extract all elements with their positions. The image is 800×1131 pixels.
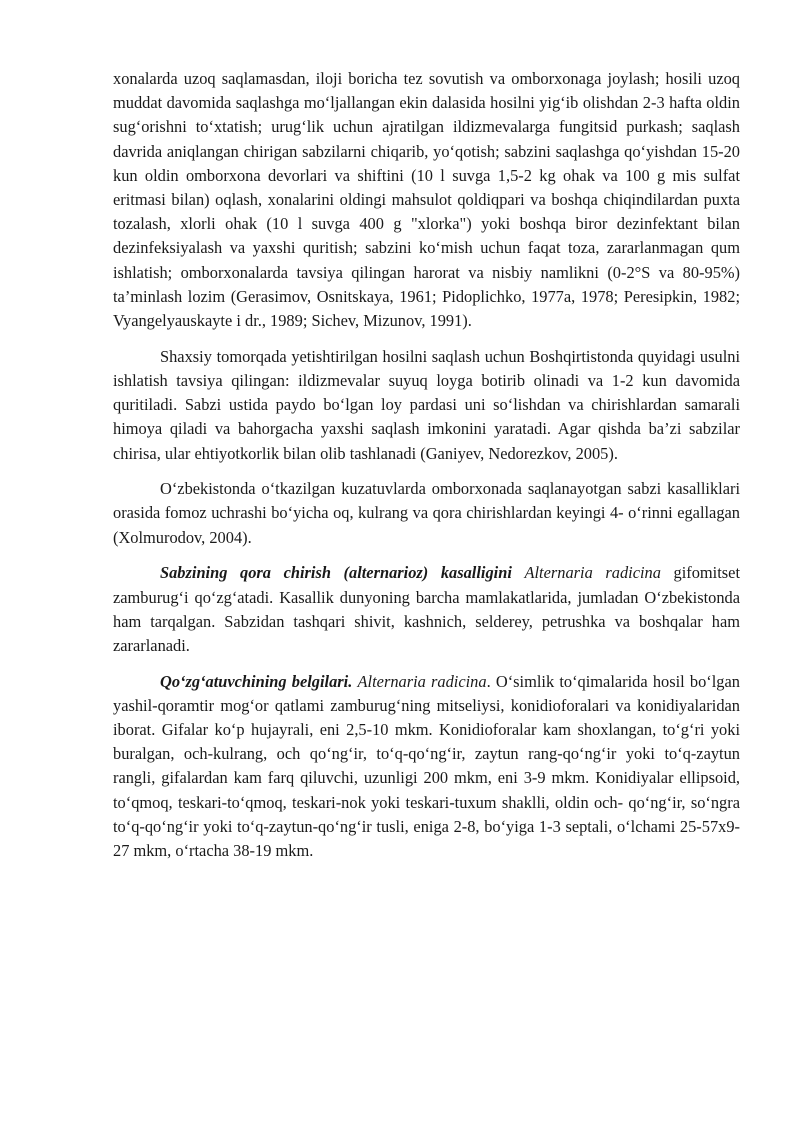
disease-description: gifomitset zamburugʻi qoʻzgʻatadi. Kasallik dunyoning barcha mamlakatlarida, jumladan Oʻzbekistonda ham tarqalgan. Sabzidan tashqari shivit, kashnich, selderey, petrushka va boshqalar ham zararlanadi. bbox=[113, 563, 740, 655]
paragraph-storage-measures: xonalarda uzoq saqlamasdan, iloji boricha tez sovutish va omborxonaga joylash; hosili uzoq muddat davomida saqlashga moʻljallangan ekin dalasida hosilni yigʻib olishdan 2-3 hafta oldin sugʻorishni toʻxtatish; urugʻlik uchun ajratilgan ildizmevalarga fungitsid purkash; saqlash davrida aniqlangan chirigan sabzilarni chiqarib, yoʻqotish; sabzini saqlashga qoʻyishdan 15-20 kun oldin omborxona devorlari va shiftini (10 l suvga 1,5-2 kg ohak va 100 g mis sulfat eritmasi bilan) oqlash, xonalarini oldingi mahsulot qoldiqpari va boshqa chiqindilardan puxta tozalash, xlorli ohak (10 l suvga 400 g "xlorka") yoki boshqa biror dezinfektant bilan dezinfeksiyalash va yaxshi quritish; sabzini koʻmish uchun faqat toza, zararlanmagan qum ishlatish; omborxonalarda tavsiya qilingan harorat va nisbiy namlikni (0-2°S va 80-95%) ta’minlash lozim (Gerasimov, Osnitskaya, 1961; Pidoplichko, 1977a, 1978; Peresipkin, 1982; Vyangelyauskayte i dr., 1989; Sichev, Mizunov, 1991). bbox=[113, 69, 740, 331]
paragraph-bashkortostan-method: Shaxsiy tomorqada yetishtirilgan hosilni saqlash uchun Boshqirtistonda quyidagi usulni ishlatish tavsiya qilingan: ildizmevalar suyuq loyga botirib olinadi va 1-2 kun davomida quritiladi. Sabzi ustida paydo boʻlgan loy pardasi uni soʻlishdan va chirishlardan samarali himoya qiladi va bahorgacha yaxshi saqlash imkonini yaratadi. Agar qishda ba’zi sabzilar chirisa, ular ehtiyotkorlik bilan olib tashlanadi (Ganiyev, Nedorezkov, 2005). bbox=[113, 346, 740, 463]
pathogen-description: . Oʻsimlik toʻqimalarida hosil boʻlgan yashil-qoramtir mogʻor qatlami zamburugʻning mitseliysi, konidioforalari va konidiyalaridan iborat. Gifalar koʻp hujayrali, eni 2,5-10 mkm. Konidioforalar kam shoxlangan, toʻgʻri yoki buralgan, och-kulrang, och qoʻngʻir, toʻq-qoʻngʻir, zaytun rang-qoʻngʻir yoki toʻq-zaytun rangli, gifalardan kam farq qiluvchi, uzunligi 200 mkm, eni 3-9 mkm. Konidiyalar ellipsoid, toʻqmoq, teskari-toʻqmoq, teskari-nok yoki teskari-tuxum shaklli, oldin och- qoʻngʻir, soʻngra toʻq-qoʻngʻir yoki toʻq-zaytun-qoʻngʻir tusli, eniga 2-8, boʻyiga 1-3 septali, oʻlchami 25-57x9-27 mkm, oʻrtacha 38-19 mkm. bbox=[113, 671, 740, 861]
paragraph-black-rot-disease bbox=[113, 561, 740, 658]
document-page bbox=[113, 67, 740, 875]
paragraph-uzbekistan-observations: Oʻzbekistonda oʻtkazilgan kuzatuvlarda omborxonada saqlanayotgan sabzi kasalliklari orasida fomoz uchrashi boʻyicha oq, kulrang va qora chirishlardan keyingi 4- oʻrinni egallagan (Xolmurodov, 2004). bbox=[113, 479, 740, 547]
paragraph-pathogen-features bbox=[113, 670, 740, 864]
pathogen-species-name: Alternaria radicina bbox=[357, 671, 487, 691]
pathogen-heading: Qoʻzgʻatuvchining belgilari. bbox=[160, 671, 353, 691]
species-name: Alternaria radicina bbox=[524, 563, 661, 583]
disease-heading: Sabzining qora chirish (alternarioz) kasalligini bbox=[160, 563, 512, 583]
